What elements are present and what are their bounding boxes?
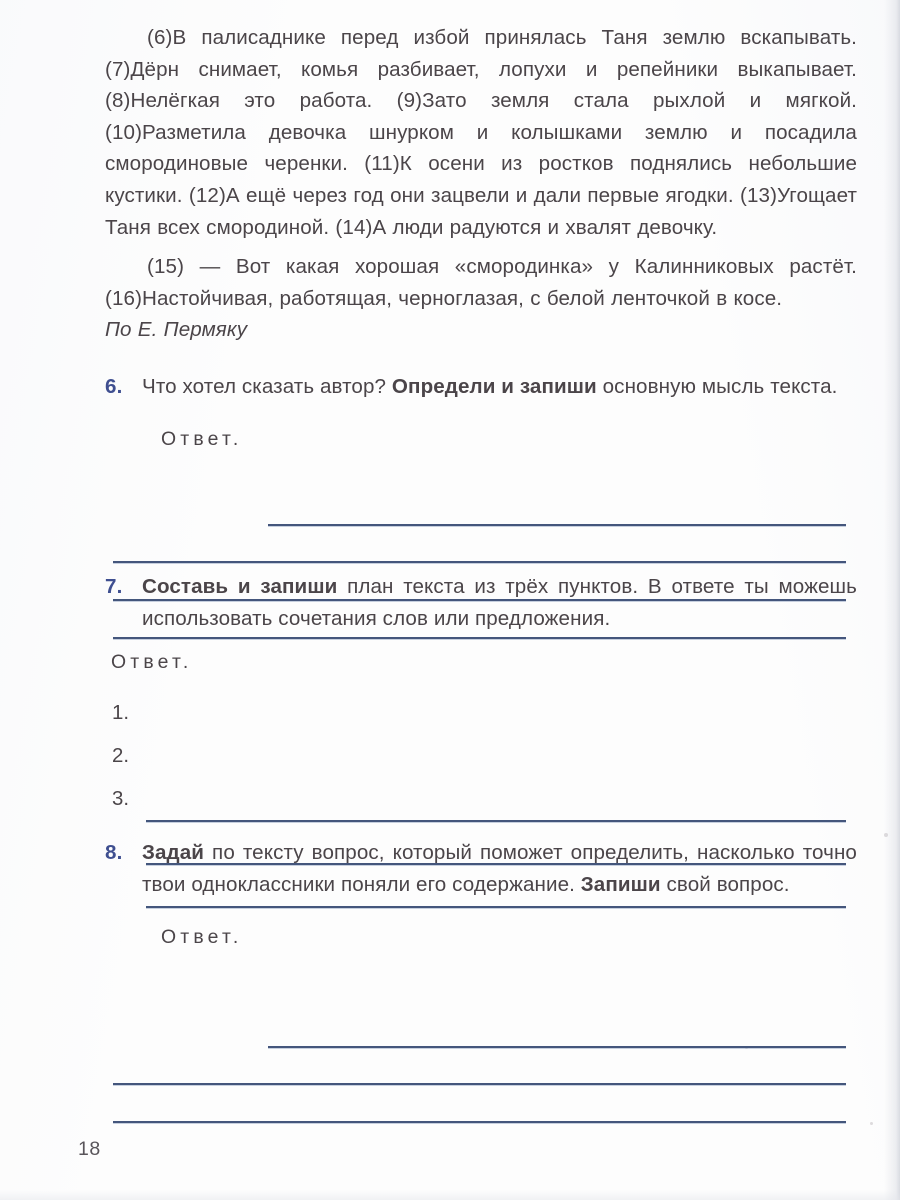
- page-content: [105, 22, 857, 951]
- answer-line[interactable]: [268, 524, 846, 526]
- plan-line[interactable]: [146, 863, 846, 865]
- task-8-number: 8.: [105, 841, 123, 865]
- task-7-list-marker-1: 1.: [112, 702, 130, 725]
- task-8-prompt-part-3: Запиши: [580, 872, 661, 896]
- task-6-prompt: [142, 371, 857, 402]
- plan-line[interactable]: [146, 906, 846, 908]
- task-7-plan-list: [105, 692, 857, 821]
- passage-paragraph-2: (15) — Вот какая хорошая «смородинка» у Калинниковых растёт. (16)Настойчивая, работящая, черноглазая, с белой ленточкой в косе.: [105, 255, 857, 310]
- task-7-answer-label-row: [105, 648, 857, 676]
- task-6-answer-label: Ответ.: [161, 428, 243, 451]
- task-6-answer-label-row: [105, 425, 857, 453]
- task-6-prompt-part-2: Определи и запиши: [391, 374, 597, 398]
- plan-line[interactable]: [146, 820, 846, 822]
- answer-line[interactable]: [113, 561, 846, 563]
- scan-speck: [870, 1122, 873, 1125]
- task-6-prompt-part-3: основную мысль текста.: [596, 374, 838, 398]
- task-6-prompt-part-1: Что хотел сказать автор?: [142, 374, 392, 398]
- task-7-list-marker-3: 3.: [112, 788, 130, 811]
- passage-paragraph-1: (6)В палисаднике перед избой принялась Таня землю вскапывать. (7)Дёрн снимает, комья разбивает, лопухи и репейники выкапывает. (8)Нелёгкая это работа. (9)Зато земля стала рыхлой и мягкой. (10)Разметила девочка шнурком и колышками землю и посадила смородиновые черенки. (11)К осени из ростков поднялись небольшие кустики. (12)А ещё через год они зацвели и дали первые ягодки. (13)Угощает Таня всех смородиной. (14)А люди радуются и хвалят девочку.: [105, 26, 857, 239]
- task-6-number: 6.: [105, 374, 123, 398]
- task-7-prompt-part-2: план текста из трёх пунктов. В ответе ты можешь использовать сочетания слов или предложения.: [142, 575, 857, 630]
- task-8-answer-label-row: [105, 923, 857, 951]
- reading-passage: [105, 22, 857, 346]
- task-7: [105, 571, 857, 821]
- list-item: [112, 735, 857, 778]
- answer-line[interactable]: [113, 637, 846, 639]
- task-7-prompt: [142, 571, 857, 634]
- page-number: 18: [78, 1138, 101, 1160]
- task-7-header: [105, 571, 857, 634]
- task-8-answer-label: Ответ.: [161, 925, 243, 948]
- answer-line[interactable]: [113, 1083, 846, 1085]
- task-6-header: [105, 371, 857, 402]
- task-8-prompt-part-1: Задай: [142, 841, 205, 865]
- task-6: [105, 371, 857, 453]
- answer-line[interactable]: [113, 599, 846, 601]
- task-7-answer-label: Ответ.: [111, 651, 193, 674]
- list-item: [112, 692, 857, 735]
- task-7-list-marker-2: 2.: [112, 745, 130, 768]
- task-8-prompt: [142, 837, 857, 900]
- task-8: [105, 837, 857, 951]
- task-8-prompt-part-2: по тексту вопрос, который поможет определить, насколько точно твои одноклассники поняли его содержание.: [142, 841, 857, 896]
- task-8-prompt-part-4: свой вопрос.: [660, 872, 790, 896]
- task-7-number: 7.: [105, 575, 123, 599]
- task-7-prompt-part-1: Составь и запиши: [142, 575, 338, 599]
- answer-line[interactable]: [268, 1046, 846, 1048]
- scan-edge-shadow-right: [884, 0, 900, 1200]
- scan-edge-shadow-bottom: [0, 1190, 900, 1200]
- list-item: [112, 778, 857, 821]
- answer-line[interactable]: [113, 1121, 846, 1123]
- scan-speck: [884, 833, 888, 837]
- task-8-header: [105, 837, 857, 900]
- passage-attribution: По Е. Пермяку: [105, 318, 248, 342]
